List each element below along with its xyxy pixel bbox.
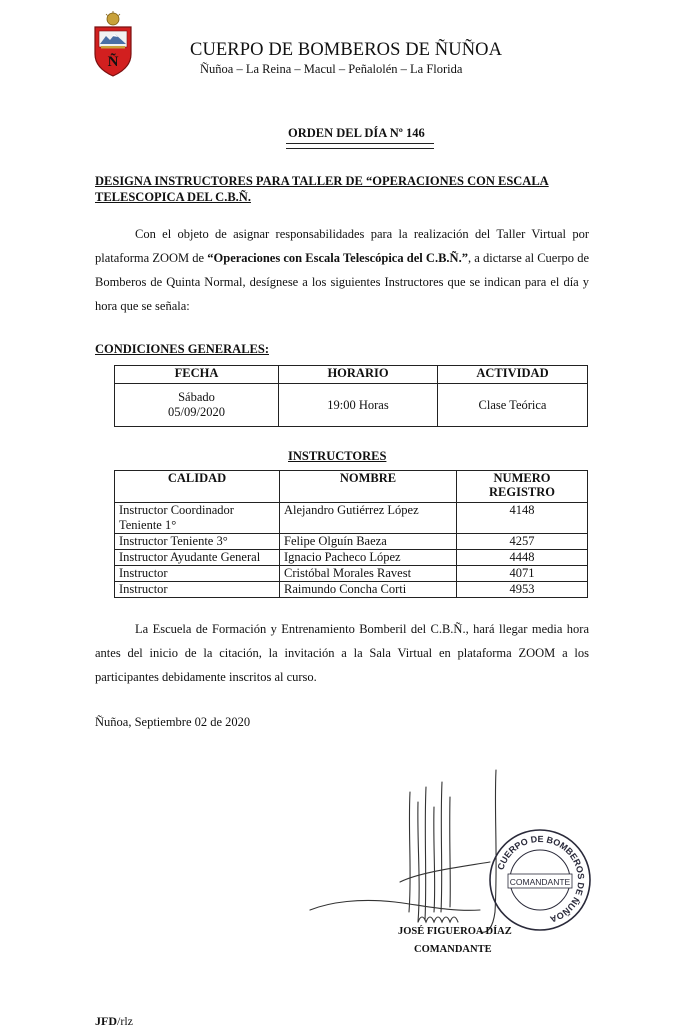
cell-calidad: Instructor Ayudante General xyxy=(115,550,280,566)
table-row xyxy=(115,503,588,534)
cell-nombre: Cristóbal Morales Ravest xyxy=(280,566,457,582)
column-header-nombre: NOMBRE xyxy=(280,471,457,503)
conditions-table xyxy=(114,365,588,427)
commander-stamp xyxy=(486,826,594,934)
column-header-horario: HORARIO xyxy=(279,366,438,384)
signer-role: COMANDANTE xyxy=(414,944,492,955)
closing-paragraph: La Escuela de Formación y Entrenamiento Bomberil del C.B.Ñ., hará llegar media hora antes del inicio de la citación, la invitación a la Sala Virtual en plataforma ZOOM a los participantes debidamente inscritos al curso. xyxy=(95,622,589,684)
cell-registro: 4953 xyxy=(457,582,588,598)
table-row xyxy=(115,384,588,427)
svg-text:CUERPO DE BOMBEROS DE ÑUÑOA: CUERPO DE BOMBEROS DE ÑUÑOA xyxy=(495,833,587,925)
cell-calidad: Instructor Teniente 3° xyxy=(115,534,280,550)
cell-nombre: Felipe Olguín Baeza xyxy=(280,534,457,550)
instructors-heading: INSTRUCTORES xyxy=(288,449,387,463)
order-title: ORDEN DEL DÍA Nº 146 xyxy=(288,126,425,140)
cell-calidad: Instructor xyxy=(115,582,280,598)
workshop-name: “Operaciones con Escala Telescópica del C.B.Ñ.” xyxy=(207,251,468,265)
intro-paragraph: Con el objeto de asignar responsabilidades para la realización del Taller Virtual por plataforma ZOOM de “Operaciones con Escala Telescópica del C.B.Ñ.”, a dictarse al Cuerpo de Bomberos de Quinta Normal, desígnese a los siguientes Instructores que se indican para el día y hora que se señala: xyxy=(95,227,589,313)
cell-actividad: Clase Teórica xyxy=(438,384,588,427)
cell-registro: 4257 xyxy=(457,534,588,550)
column-header-registro: NUMERO REGISTRO xyxy=(457,471,588,503)
svg-text:COMANDANTE: COMANDANTE xyxy=(509,877,571,887)
cell-nombre: Ignacio Pacheco López xyxy=(280,550,457,566)
title-double-underline xyxy=(286,143,434,149)
cell-registro: 4448 xyxy=(457,550,588,566)
cell-registro: 4071 xyxy=(457,566,588,582)
communes-subtitle: Ñuñoa – La Reina – Macul – Peñalolén – La Florida xyxy=(200,62,463,76)
svg-text:Ñ: Ñ xyxy=(107,54,119,70)
table-row xyxy=(115,550,588,566)
cell-fecha: Sábado 05/09/2020 xyxy=(115,384,279,427)
table-header-row xyxy=(115,471,588,503)
signer-name: JOSÉ FIGUEROA DÍAZ xyxy=(398,926,512,937)
order-subject: DESIGNA INSTRUCTORES PARA TALLER DE “OPERACIONES CON ESCALA TELESCOPICA DEL C.B.Ñ. xyxy=(95,174,549,204)
cell-nombre: Raimundo Concha Corti xyxy=(280,582,457,598)
conditions-heading: CONDICIONES GENERALES: xyxy=(95,342,269,356)
cell-horario: 19:00 Horas xyxy=(279,384,438,427)
cell-calidad: Instructor xyxy=(115,566,280,582)
place-date-line: Ñuñoa, Septiembre 02 de 2020 xyxy=(95,715,251,729)
table-row xyxy=(115,534,588,550)
cell-registro: 4148 xyxy=(457,503,588,534)
handwritten-signature xyxy=(300,762,510,952)
column-header-calidad: CALIDAD xyxy=(115,471,280,503)
cell-nombre: Alejandro Gutiérrez López xyxy=(280,503,457,534)
table-row xyxy=(115,566,588,582)
fire-department-crest-logo xyxy=(92,10,134,78)
table-row xyxy=(115,582,588,598)
reference-initials: JFD/rlz xyxy=(95,1014,133,1028)
table-header-row xyxy=(115,366,588,384)
column-header-actividad: ACTIVIDAD xyxy=(438,366,588,384)
column-header-fecha: FECHA xyxy=(115,366,279,384)
organization-name: CUERPO DE BOMBEROS DE ÑUÑOA xyxy=(190,40,503,60)
cell-calidad: Instructor Coordinador Teniente 1° xyxy=(115,503,280,534)
instructors-table xyxy=(114,470,588,598)
